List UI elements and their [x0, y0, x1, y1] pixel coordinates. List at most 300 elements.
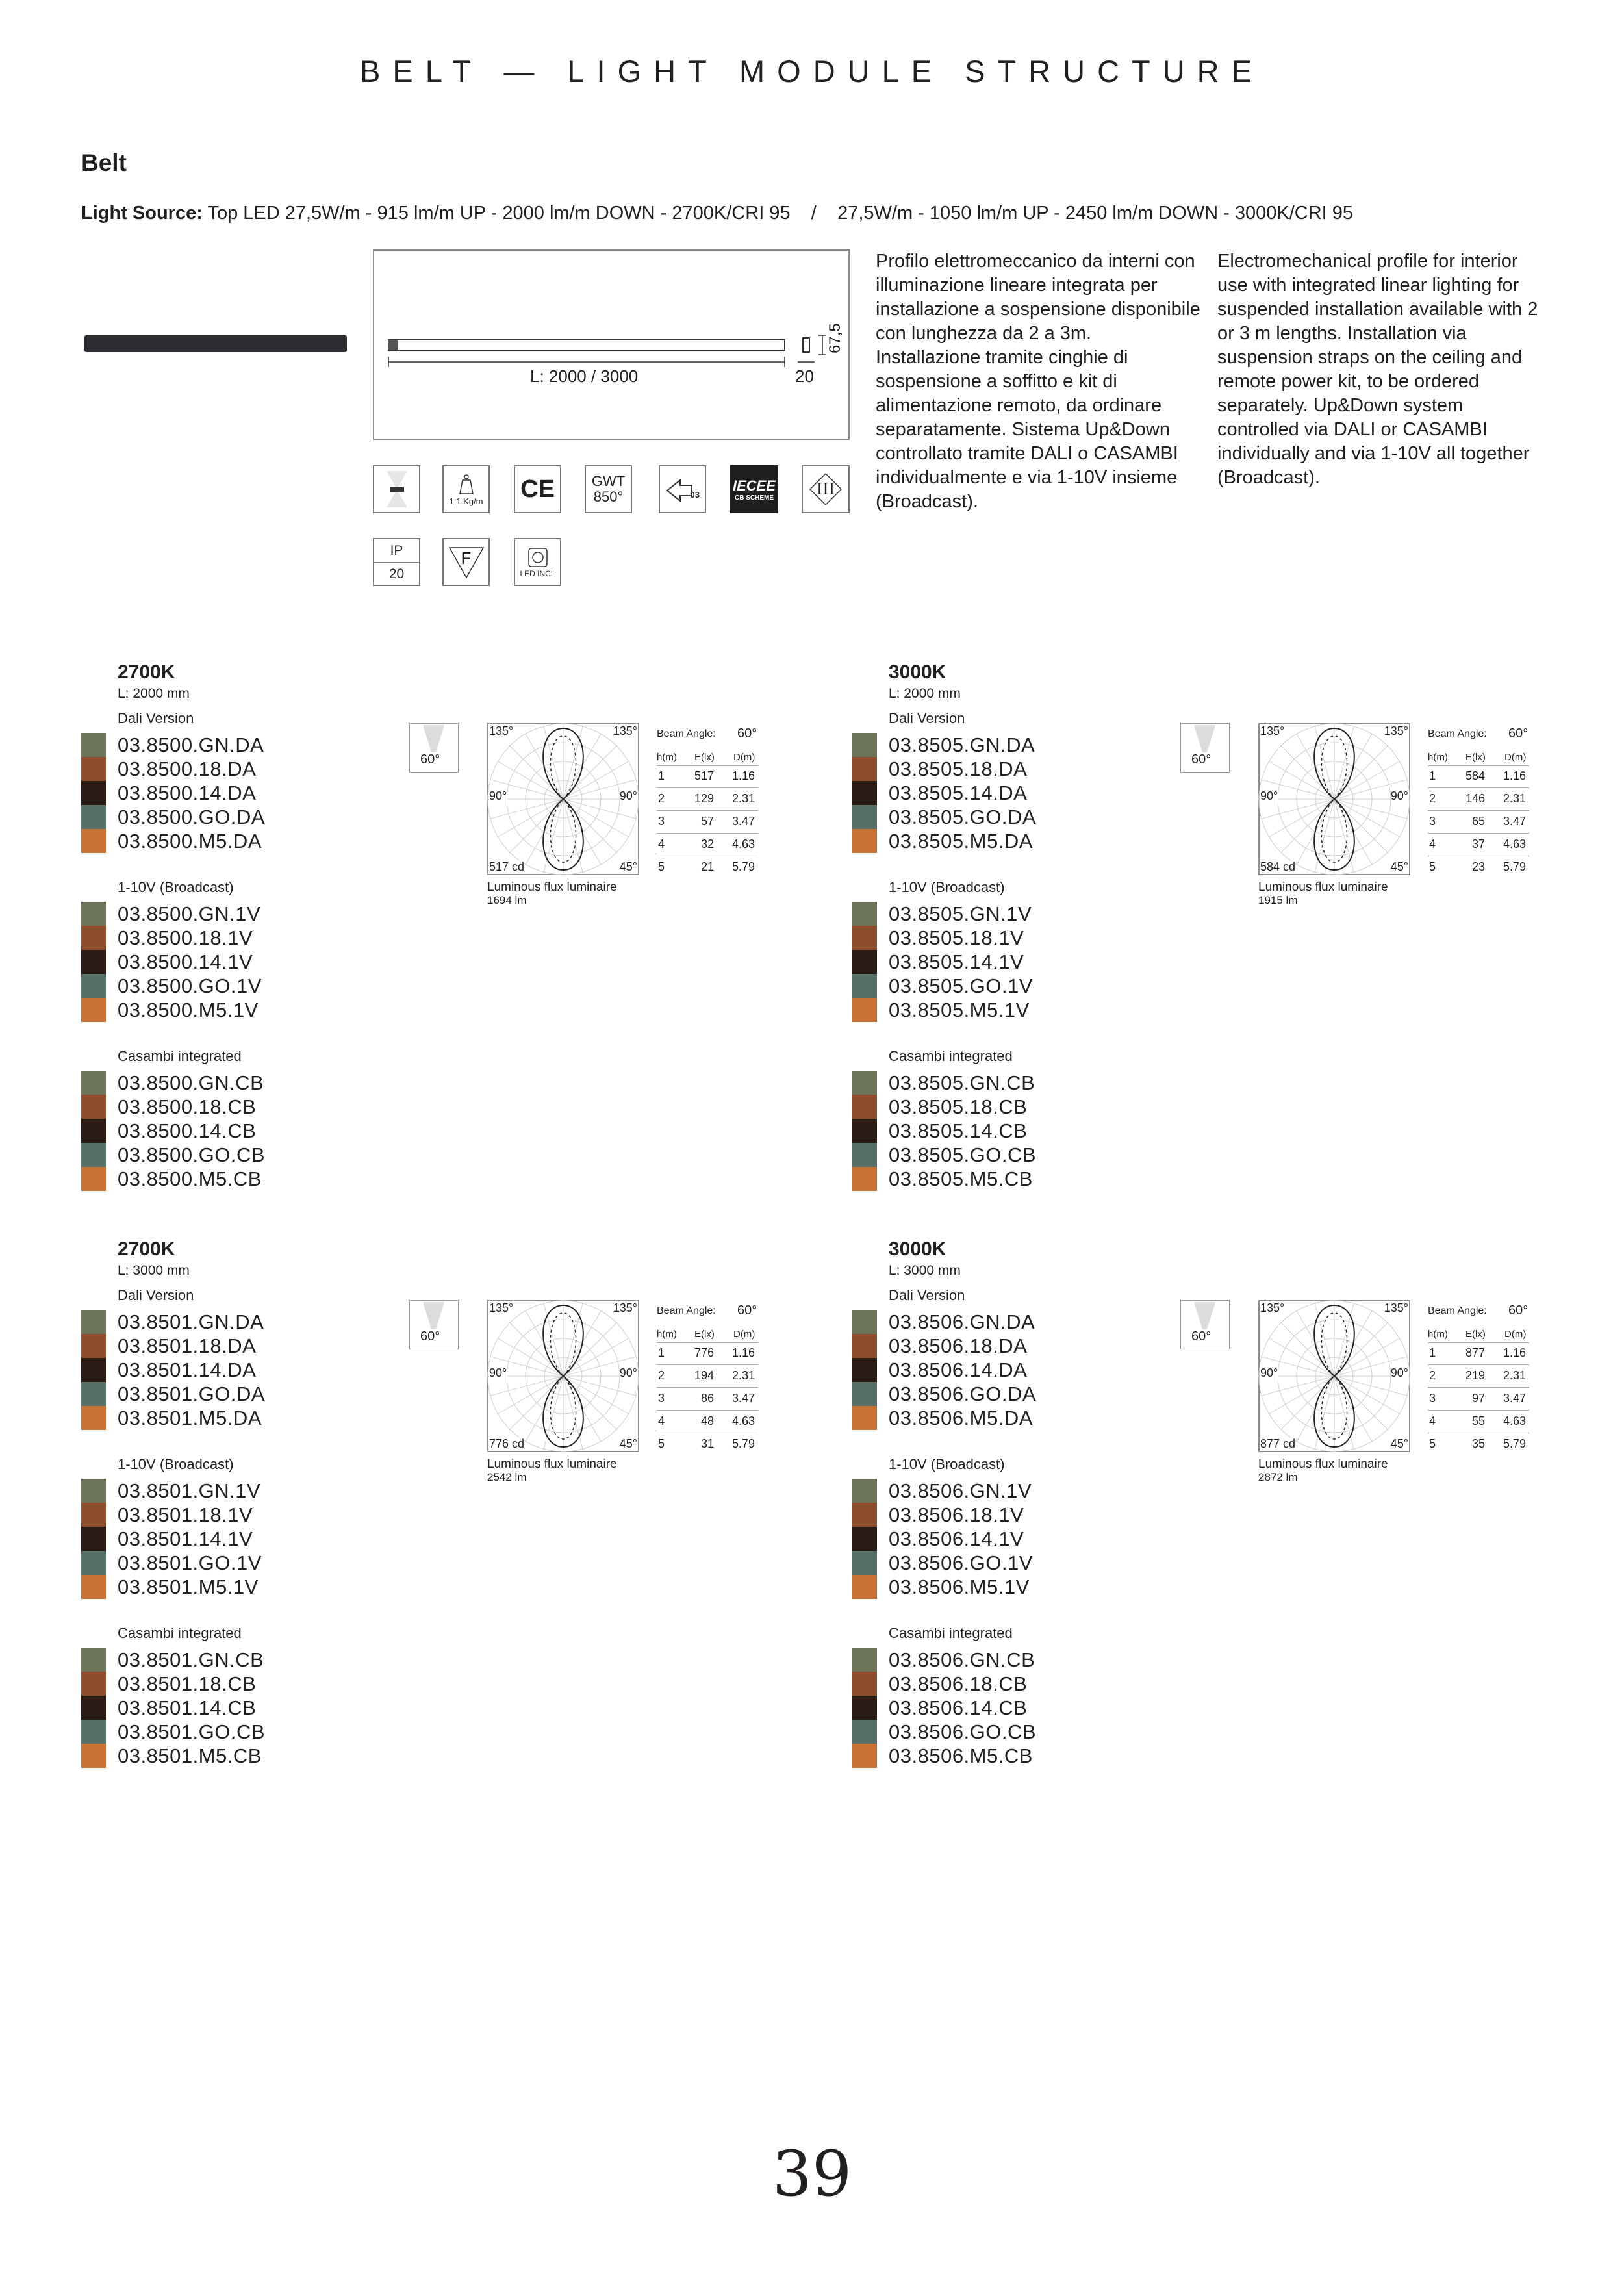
table-rule	[1428, 765, 1529, 766]
finish-swatch	[81, 1382, 106, 1406]
table-rule	[1428, 1387, 1529, 1388]
table-rule	[657, 765, 758, 766]
finish-swatch	[81, 1310, 106, 1334]
class-iii-icon	[802, 465, 850, 513]
col-d: D(m)	[733, 752, 755, 763]
finish-swatch	[81, 926, 106, 950]
cell-h: 2	[658, 792, 665, 805]
cell-e: 776	[694, 1346, 714, 1359]
cell-d: 1.16	[732, 769, 755, 782]
table-rule	[1428, 787, 1529, 788]
group-label-casambi: Casambi integrated	[889, 1048, 1013, 1064]
polar-deg-90-left: 90°	[489, 789, 507, 802]
beam-icon-label: 60°	[420, 752, 440, 767]
led-included-icon	[514, 538, 561, 586]
polar-cd-value: 517 cd	[489, 860, 525, 873]
beam-angle-label: Beam Angle:	[657, 728, 716, 739]
polar-diagram-svg	[487, 723, 639, 875]
section-length: L: 3000 mm	[118, 1263, 190, 1278]
polar-diagram-svg	[487, 1300, 639, 1452]
section-kelvin: 3000K	[889, 661, 946, 683]
ip-value: 20	[374, 562, 419, 585]
weight-icon-svg	[455, 473, 478, 496]
product-code: 03.8500.GN.1V	[118, 902, 261, 925]
table-rule	[657, 810, 758, 811]
finish-swatch	[852, 1744, 877, 1768]
table-rule	[1428, 1342, 1529, 1343]
light-source-text: Top LED 27,5W/m - 915 lm/m UP - 2000 lm/m DOWN - 2700K/CRI 95 / 27,5W/m - 1050 lm/m UP - 2450 lm/m DOWN - 3000K/CRI 95	[207, 203, 1354, 224]
ce-mark-icon: CE	[514, 465, 561, 513]
product-code: 03.8501.GN.CB	[118, 1648, 264, 1671]
technical-drawing	[373, 249, 850, 440]
cell-h: 3	[658, 815, 665, 828]
polar-cd-value: 877 cd	[1260, 1437, 1296, 1450]
product-code: 03.8500.M5.CB	[118, 1168, 262, 1190]
cell-d: 3.47	[732, 815, 755, 828]
finish-swatch	[81, 781, 106, 805]
beam-angle-value: 60°	[1508, 726, 1529, 741]
cell-e: 35	[1471, 1437, 1485, 1450]
cell-h: 4	[1429, 837, 1436, 850]
cell-d: 4.63	[1503, 1414, 1527, 1427]
finish-swatch	[81, 733, 106, 757]
polar-diagram	[487, 1300, 639, 1452]
finish-swatch	[852, 1406, 877, 1430]
col-h: h(m)	[657, 1329, 677, 1340]
table-rule	[657, 1364, 758, 1365]
finish-swatch	[852, 1382, 877, 1406]
product-code: 03.8500.18.DA	[118, 758, 257, 780]
polar-deg-90-right: 90°	[1390, 789, 1408, 802]
finish-swatch	[81, 1503, 106, 1527]
polar-deg-135-left: 135°	[1260, 1301, 1285, 1314]
cell-e: 584	[1465, 769, 1485, 782]
polar-deg-45: 45°	[619, 860, 637, 873]
cell-h: 1	[658, 1346, 665, 1359]
product-code: 03.8506.18.CB	[889, 1672, 1028, 1695]
product-code: 03.8500.14.CB	[118, 1119, 257, 1142]
group-label-casambi: Casambi integrated	[118, 1048, 242, 1064]
beam-angle-icon	[1180, 1300, 1230, 1349]
luminous-flux-caption	[1258, 1458, 1388, 1484]
cell-h: 5	[658, 1437, 665, 1450]
group-label-v110: 1-10V (Broadcast)	[118, 1456, 234, 1472]
polar-deg-135-left: 135°	[489, 1301, 514, 1314]
polar-deg-135-left: 135°	[1260, 724, 1285, 737]
finish-swatch	[81, 998, 106, 1022]
cell-e: 37	[1471, 837, 1485, 850]
finish-swatch	[81, 1071, 106, 1095]
col-h: h(m)	[1428, 1329, 1448, 1340]
product-code: 03.8501.18.CB	[118, 1672, 257, 1695]
finish-swatch	[81, 1672, 106, 1696]
cell-d: 3.47	[1503, 1392, 1527, 1405]
beam-angle-icon	[409, 723, 459, 773]
product-code: 03.8506.GO.CB	[889, 1720, 1037, 1743]
finish-swatch	[852, 781, 877, 805]
product-code: 03.8506.M5.CB	[889, 1744, 1033, 1767]
finish-swatch	[852, 974, 877, 998]
polar-deg-45: 45°	[1390, 1437, 1408, 1450]
product-code: 03.8500.GN.DA	[118, 734, 264, 756]
cell-h: 1	[658, 769, 665, 782]
product-code: 03.8500.14.1V	[118, 951, 253, 973]
cell-e: 21	[700, 860, 714, 873]
product-code: 03.8505.M5.DA	[889, 830, 1033, 852]
polar-deg-135-right: 135°	[1384, 1301, 1408, 1314]
led-incl-label: LED INCL	[520, 569, 555, 578]
beam-angle-label: Beam Angle:	[657, 1305, 716, 1316]
product-code: 03.8500.14.DA	[118, 782, 257, 804]
light-source-label: Light Source:	[81, 203, 203, 224]
product-code: 03.8501.M5.1V	[118, 1576, 259, 1598]
gwt-line2: 850°	[593, 489, 624, 505]
product-code: 03.8501.GN.DA	[118, 1310, 264, 1333]
beam-icon-label: 60°	[420, 1329, 440, 1344]
f-mark-label: F	[461, 548, 472, 568]
finish-swatch	[852, 950, 877, 974]
group-label-dali: Dali Version	[889, 710, 965, 726]
beam-angle-label: Beam Angle:	[1428, 1305, 1487, 1316]
weee-code: 03	[690, 490, 700, 500]
gwt-icon	[585, 465, 632, 513]
cell-e: 877	[1465, 1346, 1485, 1359]
finish-swatch	[81, 1551, 106, 1575]
finish-swatch	[81, 1119, 106, 1143]
polar-cd-value: 584 cd	[1260, 860, 1296, 873]
finish-swatch	[852, 1167, 877, 1191]
product-code: 03.8500.GO.1V	[118, 975, 262, 997]
beam-angle-icon	[409, 1300, 459, 1349]
finish-swatch	[81, 1527, 106, 1551]
cell-d: 4.63	[732, 1414, 755, 1427]
finish-swatch	[852, 902, 877, 926]
finish-swatch	[852, 829, 877, 853]
iecee-line2: CB SCHEME	[734, 494, 774, 502]
polar-diagram-svg	[1258, 723, 1410, 875]
cell-e: 48	[700, 1414, 714, 1427]
product-code: 03.8500.18.CB	[118, 1095, 257, 1118]
product-code: 03.8501.GO.1V	[118, 1552, 262, 1574]
col-e: E(lx)	[1465, 1329, 1486, 1340]
cell-h: 3	[658, 1392, 665, 1405]
finish-swatch	[81, 950, 106, 974]
finish-swatch	[81, 1575, 106, 1599]
width-label: 20	[795, 366, 814, 386]
polar-deg-90-left: 90°	[489, 1366, 507, 1379]
finish-swatch	[81, 974, 106, 998]
product-code: 03.8505.GN.DA	[889, 734, 1035, 756]
beam-angle-icon	[1180, 723, 1230, 773]
height-label: 67,5	[826, 323, 844, 353]
cell-d: 5.79	[732, 860, 755, 873]
col-e: E(lx)	[694, 752, 715, 763]
finish-swatch	[852, 1143, 877, 1167]
finish-swatch	[852, 1648, 877, 1672]
description-italian: Profilo elettromeccanico da interni con illuminazione lineare integrata per installazione a sospensione disponibile con lunghezza da 2 a 3m. Installazione tramite cinghie di sospensione a soffitto e kit di alimentazione remoto, da ordinare separatamente. Sistema Up&Down controllato tramite DALI o CASAMBI individualmente e via 1-10V insieme (Broadcast).	[876, 251, 1200, 512]
cell-e: 32	[700, 837, 714, 850]
cell-d: 3.47	[1503, 815, 1527, 828]
polar-deg-90-left: 90°	[1260, 789, 1278, 802]
product-code: 03.8505.GN.1V	[889, 902, 1032, 925]
polar-diagram	[487, 723, 639, 875]
class-iii-label: III	[816, 480, 835, 498]
product-section	[852, 1238, 1619, 1810]
product-code: 03.8505.14.DA	[889, 782, 1028, 804]
cell-h: 4	[1429, 1414, 1436, 1427]
polar-deg-90-right: 90°	[619, 1366, 637, 1379]
luminous-flux-label: Luminous flux luminaire	[1258, 1457, 1388, 1471]
polar-deg-90-right: 90°	[619, 789, 637, 802]
product-code: 03.8505.GO.1V	[889, 975, 1033, 997]
finish-swatch	[852, 1479, 877, 1503]
product-code: 03.8501.14.DA	[118, 1359, 257, 1381]
finish-swatch	[852, 1672, 877, 1696]
cell-h: 3	[1429, 815, 1436, 828]
product-code: 03.8506.14.CB	[889, 1696, 1028, 1719]
finish-swatch	[81, 757, 106, 781]
cell-e: 517	[694, 769, 714, 782]
product-code: 03.8505.18.DA	[889, 758, 1028, 780]
ip-label: IP	[390, 543, 403, 558]
cell-d: 2.31	[732, 792, 755, 805]
group-label-casambi: Casambi integrated	[889, 1625, 1013, 1641]
cell-e: 57	[700, 815, 714, 828]
beam-angle-value: 60°	[737, 726, 757, 741]
product-code: 03.8501.18.1V	[118, 1503, 253, 1526]
product-code: 03.8500.GN.CB	[118, 1071, 264, 1094]
table-rule	[657, 787, 758, 788]
product-code: 03.8506.M5.1V	[889, 1576, 1030, 1598]
product-code: 03.8505.GO.CB	[889, 1143, 1037, 1166]
weight-icon	[442, 465, 490, 513]
luminous-flux-value: 2542 lm	[487, 1471, 527, 1483]
section-length: L: 3000 mm	[889, 1263, 961, 1278]
section-kelvin: 3000K	[889, 1238, 946, 1260]
cell-d: 1.16	[1503, 1346, 1527, 1359]
profile-image	[84, 335, 347, 352]
product-section	[81, 1238, 848, 1810]
description-english: Electromechanical profile for interior use with integrated linear lighting for suspended installation available with 2 or 3 m lengths. Installation via suspension straps on the ceiling and remote power kit, to be ordered separately. Up&Down system controlled via DALI or CASAMBI individually and via 1-10V all together (Broadcast).	[1217, 251, 1538, 488]
product-code: 03.8506.18.1V	[889, 1503, 1024, 1526]
product-section	[81, 661, 848, 1233]
page-number: 39	[772, 2138, 852, 2210]
polar-diagram-svg	[1258, 1300, 1410, 1452]
luminous-flux-value: 1915 lm	[1258, 894, 1298, 906]
finish-swatch	[852, 805, 877, 829]
polar-deg-90-left: 90°	[1260, 1366, 1278, 1379]
product-code: 03.8501.14.CB	[118, 1696, 257, 1719]
finish-swatch	[852, 1720, 877, 1744]
cell-e: 194	[694, 1369, 714, 1382]
cell-h: 1	[1429, 769, 1436, 782]
finish-swatch	[852, 1119, 877, 1143]
cell-e: 97	[1471, 1392, 1485, 1405]
table-rule	[657, 1410, 758, 1411]
cell-h: 2	[658, 1369, 665, 1382]
page-title: BELT — LIGHT MODULE STRUCTURE	[360, 54, 1264, 88]
beam-angle-value: 60°	[737, 1303, 757, 1318]
finish-swatch	[852, 1503, 877, 1527]
col-h: h(m)	[657, 752, 677, 763]
cell-d: 5.79	[1503, 1437, 1527, 1450]
weight-label: 1,1 Kg/m	[449, 496, 483, 506]
finish-swatch	[81, 1648, 106, 1672]
product-code: 03.8506.M5.DA	[889, 1407, 1033, 1429]
iecee-icon	[730, 465, 778, 513]
section-length: L: 2000 mm	[118, 686, 190, 701]
product-code: 03.8506.GO.DA	[889, 1383, 1037, 1405]
cell-d: 4.63	[1503, 837, 1527, 850]
group-label-v110: 1-10V (Broadcast)	[118, 879, 234, 895]
product-code: 03.8505.14.CB	[889, 1119, 1028, 1142]
cell-d: 2.31	[732, 1369, 755, 1382]
group-label-v110: 1-10V (Broadcast)	[889, 879, 1005, 895]
group-label-casambi: Casambi integrated	[118, 1625, 242, 1641]
table-rule	[1428, 1410, 1529, 1411]
product-code: 03.8505.14.1V	[889, 951, 1024, 973]
product-section	[852, 661, 1619, 1233]
cell-e: 129	[694, 792, 714, 805]
gwt-line1: GWT	[591, 473, 626, 489]
cell-d: 5.79	[732, 1437, 755, 1450]
cell-d: 2.31	[1503, 792, 1527, 805]
ip-rating-icon	[373, 538, 420, 586]
cell-e: 219	[1465, 1369, 1485, 1382]
finish-swatch	[852, 1071, 877, 1095]
weee-icon	[659, 465, 706, 513]
light-source-line	[81, 203, 1353, 224]
table-rule	[657, 1387, 758, 1388]
finish-swatch	[81, 902, 106, 926]
group-label-dali: Dali Version	[889, 1287, 965, 1303]
up-down-emission-icon	[373, 465, 420, 513]
finish-swatch	[81, 1744, 106, 1768]
section-kelvin: 2700K	[118, 1238, 175, 1260]
beam-angle-value: 60°	[1508, 1303, 1529, 1318]
polar-cd-value: 776 cd	[489, 1437, 525, 1450]
product-code: 03.8505.GN.CB	[889, 1071, 1035, 1094]
cell-h: 5	[1429, 1437, 1436, 1450]
col-e: E(lx)	[694, 1329, 715, 1340]
up-down-icon-svg	[377, 470, 416, 509]
cell-e: 146	[1465, 792, 1485, 805]
finish-swatch	[852, 757, 877, 781]
cell-h: 2	[1429, 792, 1436, 805]
drawing-svg	[374, 251, 848, 439]
finish-swatch	[852, 1527, 877, 1551]
product-code: 03.8505.GO.DA	[889, 806, 1037, 828]
luminous-flux-caption	[487, 1458, 617, 1484]
product-code: 03.8501.18.DA	[118, 1335, 257, 1357]
polar-deg-90-right: 90°	[1390, 1366, 1408, 1379]
product-code: 03.8506.14.1V	[889, 1527, 1024, 1550]
product-code: 03.8506.GN.DA	[889, 1310, 1035, 1333]
product-code: 03.8501.14.1V	[118, 1527, 253, 1550]
table-rule	[1428, 1364, 1529, 1365]
product-code: 03.8501.M5.DA	[118, 1407, 262, 1429]
cell-e: 31	[700, 1437, 714, 1450]
section-kelvin: 2700K	[118, 661, 175, 683]
polar-deg-135-right: 135°	[1384, 724, 1408, 737]
finish-swatch	[81, 1167, 106, 1191]
finish-swatch	[852, 998, 877, 1022]
finish-swatch	[852, 1095, 877, 1119]
product-code: 03.8506.GO.1V	[889, 1552, 1033, 1574]
luminous-flux-label: Luminous flux luminaire	[1258, 880, 1388, 894]
finish-swatch	[81, 1143, 106, 1167]
cell-h: 5	[658, 860, 665, 873]
polar-diagram	[1258, 1300, 1410, 1452]
col-e: E(lx)	[1465, 752, 1486, 763]
cell-e: 86	[700, 1392, 714, 1405]
luminous-flux-value: 1694 lm	[487, 894, 527, 906]
product-code: 03.8505.M5.CB	[889, 1168, 1033, 1190]
product-code: 03.8500.GO.DA	[118, 806, 266, 828]
luminous-flux-value: 2872 lm	[1258, 1471, 1298, 1483]
finish-swatch	[81, 805, 106, 829]
product-code: 03.8505.M5.1V	[889, 999, 1030, 1021]
finish-swatch	[852, 1696, 877, 1720]
cell-d: 1.16	[1503, 769, 1527, 782]
iecee-line1: IECEE	[732, 477, 776, 494]
product-code: 03.8506.GN.CB	[889, 1648, 1035, 1671]
product-code: 03.8501.GO.DA	[118, 1383, 266, 1405]
cell-h: 4	[658, 1414, 665, 1427]
table-rule	[657, 1342, 758, 1343]
luminous-flux-label: Luminous flux luminaire	[487, 880, 617, 894]
product-code: 03.8500.M5.DA	[118, 830, 262, 852]
cell-d: 5.79	[1503, 860, 1527, 873]
col-h: h(m)	[1428, 752, 1448, 763]
finish-swatch	[852, 1551, 877, 1575]
group-label-dali: Dali Version	[118, 1287, 194, 1303]
group-label-dali: Dali Version	[118, 710, 194, 726]
finish-swatch	[81, 1358, 106, 1382]
luminous-flux-caption	[1258, 881, 1388, 907]
col-d: D(m)	[733, 1329, 755, 1340]
cell-d: 3.47	[732, 1392, 755, 1405]
product-name: Belt	[81, 149, 127, 176]
product-code: 03.8501.GO.CB	[118, 1720, 266, 1743]
col-d: D(m)	[1504, 1329, 1527, 1340]
finish-swatch	[81, 1696, 106, 1720]
cell-e: 23	[1471, 860, 1485, 873]
product-code: 03.8500.M5.1V	[118, 999, 259, 1021]
length-label: L: 2000 / 3000	[530, 366, 639, 386]
f-mark-icon	[442, 538, 490, 586]
finish-swatch	[81, 1406, 106, 1430]
table-rule	[657, 833, 758, 834]
cell-e: 65	[1471, 815, 1485, 828]
beam-icon-label: 60°	[1191, 752, 1212, 767]
cell-d: 1.16	[732, 1346, 755, 1359]
product-code: 03.8506.18.DA	[889, 1335, 1028, 1357]
polar-deg-135-left: 135°	[489, 724, 514, 737]
finish-swatch	[852, 1310, 877, 1334]
cell-h: 1	[1429, 1346, 1436, 1359]
group-label-v110: 1-10V (Broadcast)	[889, 1456, 1005, 1472]
polar-deg-45: 45°	[1390, 860, 1408, 873]
luminous-flux-label: Luminous flux luminaire	[487, 1457, 617, 1471]
product-code: 03.8506.14.DA	[889, 1359, 1028, 1381]
finish-swatch	[81, 1095, 106, 1119]
product-code: 03.8500.GO.CB	[118, 1143, 266, 1166]
finish-swatch	[852, 926, 877, 950]
cell-e: 55	[1471, 1414, 1485, 1427]
table-rule	[1428, 833, 1529, 834]
led-incl-svg	[526, 546, 550, 569]
